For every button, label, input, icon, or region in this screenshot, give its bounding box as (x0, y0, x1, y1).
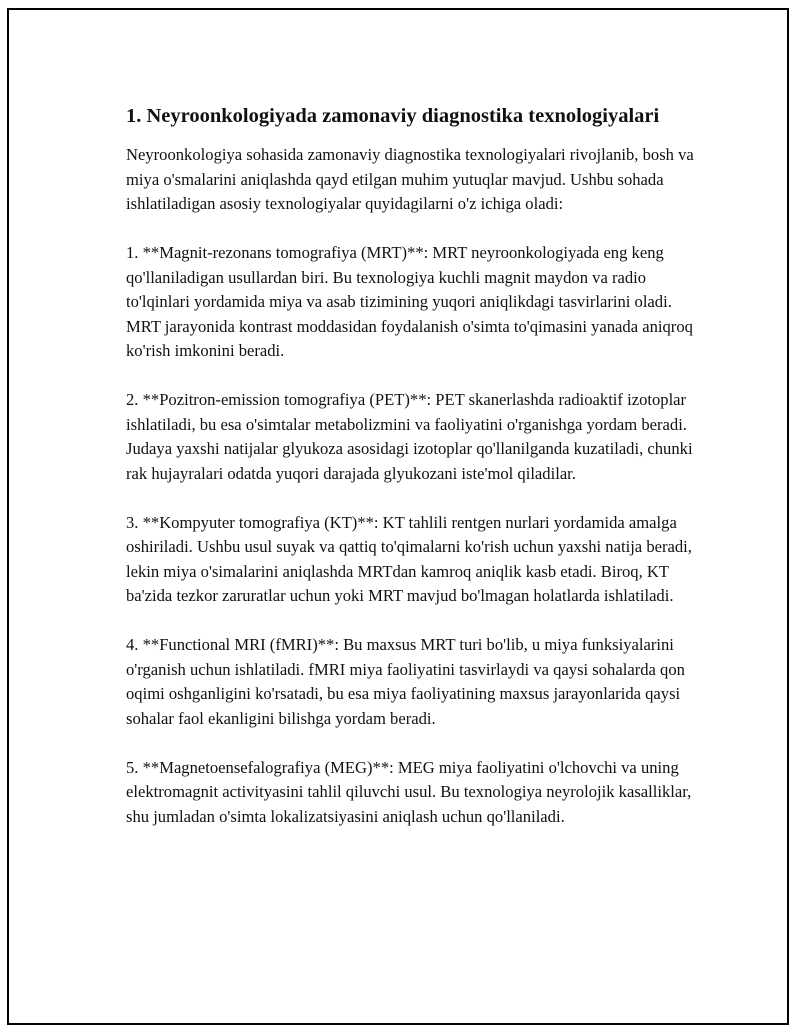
list-item-meg: 5. **Magnetoensefalografiya (MEG)**: MEG miya faoliyatini o'lchovchi va uning elektromagnit activityasini tahlil qiluvchi usul. Bu texnologiya neyrolojik kasalliklar, shu jumladan o'simta lokalizatsiyasini aniqlash uchun qo'llaniladi. (126, 757, 692, 826)
list-item-fmri: 4. **Functional MRI (fMRI)**: Bu maxsus MRT turi bo'lib, u miya funksiyalarini o'rganish uchun ishlatiladi. fMRI miya faoliyatini tasvirlaydi va qaysi sohalarda qon oqimi oshganligini ko'rsatadi, bu esa miya faoliyatining maxsus jarayonlarida qaysi sohalar faol ekanligini bilishga yordam beradi. (126, 635, 685, 728)
page-frame (7, 8, 789, 1025)
list-item-pet: 2. **Pozitron-emission tomografiya (PET)**: PET skanerlashda radioaktif izotoplar ishlatiladi, bu esa o'simtalar metabolizmini va faoliyatini o'rganishga yordam beradi. Judaya yaxshi natijalar glyukoza asosidagi izotoplar qo'llanilganda kuzatiladi, chunki rak hujayralari odatda yuqori darajada glyukozani iste'mol qiladilar. (126, 390, 693, 483)
intro-paragraph: Neyroonkologiya sohasida zamonaviy diagnostika texnologiyalari rivojlanib, bosh va miya o'smalarini aniqlashda qayd etilgan muhim yutuqlar mavjud. Ushbu sohada ishlatiladigan asosiy texnologiyalar quyidagilarni o'z ichiga oladi: (126, 145, 694, 213)
list-item-kt: 3. **Kompyuter tomografiya (KT)**: KT tahlili rentgen nurlari yordamida amalga oshiriladi. Ushbu usul suyak va qattiq to'qimalarni ko'rish uchun yaxshi natija beradi, lekin miya o'simalarini aniqlashda MRTdan kamroq aniqlik kasb etadi. Biroq, KT ba'zida tezkor zaruratlar uchun yoki MRT mavjud bo'lmagan holatlarda ishlatiladi. (126, 512, 692, 605)
section-heading: 1. Neyroonkologiyada zamonaviy diagnostika texnologiyalari (126, 105, 660, 127)
list-item-mrt: 1. **Magnit-rezonans tomografiya (MRT)**: MRT neyroonkologiyada eng keng qo'llaniladigan usullardan biri. Bu texnologiya kuchli magnit maydon va radio to'lqinlari yordamida miya va asab tizimining yuqori aniqlikdagi tasvirlarini oladi. MRT jarayonida kontrast moddasidan foydalanish o'simta to'qimasini yanada aniqroq ko'rish imkonini beradi. (126, 243, 693, 360)
document-body (126, 102, 694, 829)
